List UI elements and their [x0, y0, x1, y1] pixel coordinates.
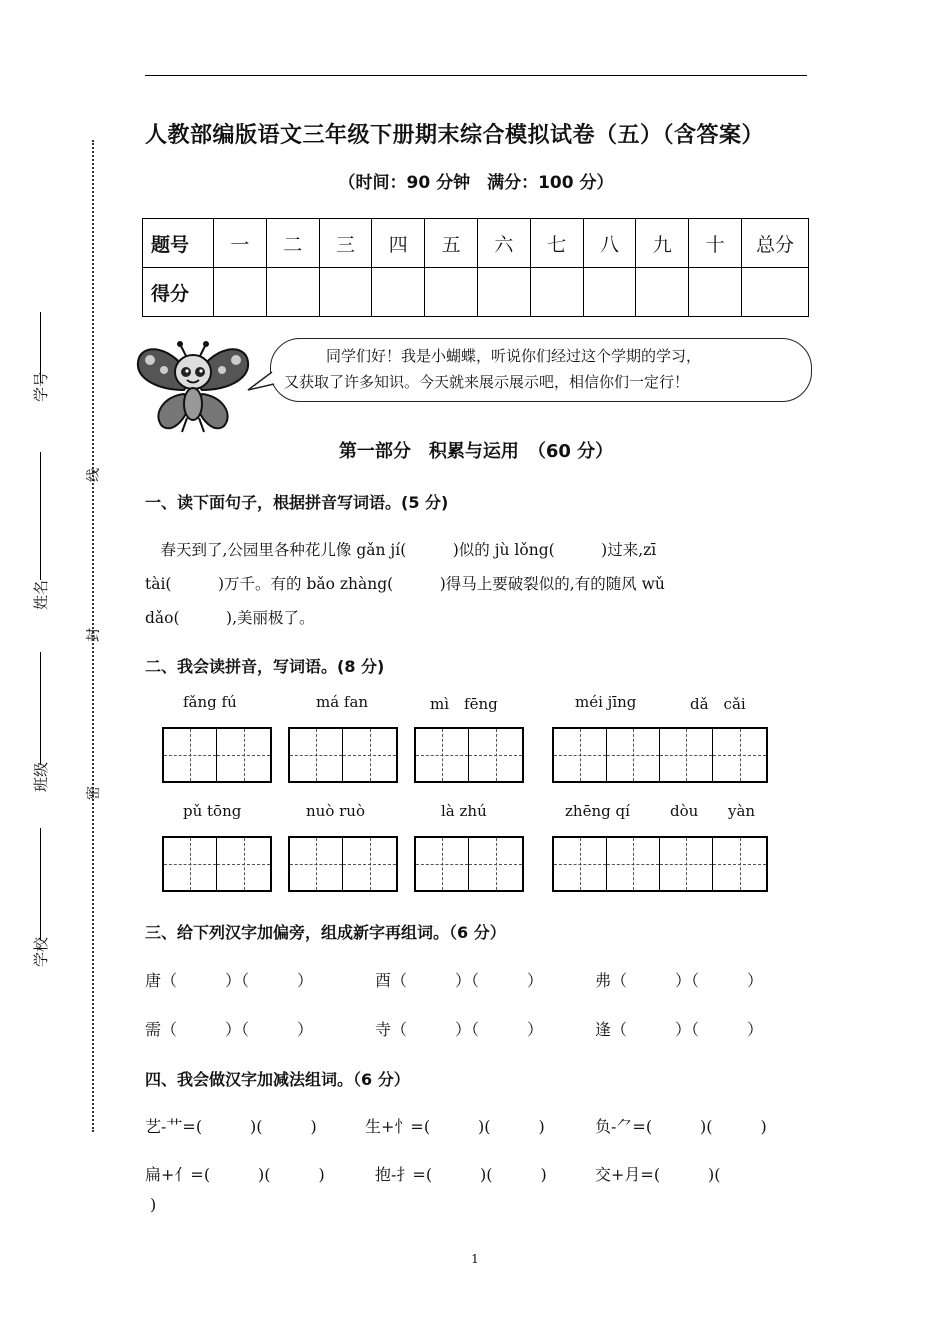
- arithmetic-item: 扁+亻=( )( ): [145, 1165, 325, 1184]
- arithmetic-item-tail: ): [150, 1195, 157, 1214]
- speech-bubble-text: [284, 343, 804, 395]
- pinyin-label: yàn: [728, 802, 756, 820]
- page-number: 1: [471, 1252, 479, 1266]
- score-label: 得分: [143, 268, 214, 317]
- pinyin-label: dòu: [670, 802, 699, 820]
- question-1-title: 一、读下面句子，根据拼音写词语。(5 分): [145, 493, 449, 512]
- pinyin-label: là zhú: [441, 802, 487, 820]
- question-1-line: tài( )万千。有的 bǎo zhàng( )得马上要破裂似的,有的随风 wǔ: [145, 575, 665, 593]
- page-title: 人教部编版语文三年级下册期末综合模拟试卷（五）（含答案）: [145, 123, 765, 148]
- question-2-title: 二、我会读拼音，写词语。(8 分): [145, 657, 385, 676]
- score-col-total: 总分: [742, 219, 809, 268]
- writing-grid[interactable]: [162, 727, 272, 783]
- score-cell[interactable]: [530, 268, 583, 317]
- writing-grid[interactable]: [288, 727, 398, 783]
- pinyin-label: nuò ruò: [306, 802, 365, 820]
- writing-grid[interactable]: [552, 727, 768, 783]
- pinyin-label: pǔ tōng: [183, 802, 242, 820]
- question-4-title: 四、我会做汉字加减法组词。（6 分）: [145, 1070, 410, 1089]
- header-rule: [145, 75, 807, 76]
- butterfly-mascot-icon: [134, 340, 252, 436]
- arithmetic-item: 负-⺈=( )( ): [595, 1117, 767, 1136]
- radical-item: 酉（ ）（ ）: [375, 971, 544, 990]
- score-col: 八: [583, 219, 636, 268]
- writing-grid[interactable]: [414, 836, 524, 892]
- score-cell[interactable]: [477, 268, 530, 317]
- radical-item: 逢（ ）（ ）: [595, 1020, 764, 1039]
- score-col: 四: [372, 219, 425, 268]
- arithmetic-item: 生+忄=( )( ): [365, 1117, 545, 1136]
- school-field[interactable]: [40, 828, 41, 940]
- score-col: 五: [425, 219, 478, 268]
- score-cell[interactable]: [266, 268, 319, 317]
- question-3-title: 三、给下列汉字加偏旁，组成新字再组词。（6 分）: [145, 923, 506, 942]
- writing-grid[interactable]: [414, 727, 524, 783]
- speech-line: 又获取了许多知识。今天就来展示展示吧，相信你们一定行！: [284, 373, 690, 391]
- score-cell-total[interactable]: [742, 268, 809, 317]
- pinyin-label: mì fēng: [430, 695, 498, 713]
- score-table: [142, 218, 809, 317]
- score-col: 十: [689, 219, 742, 268]
- part-title: 第一部分 积累与运用 （60 分）: [338, 441, 614, 462]
- score-cell[interactable]: [214, 268, 267, 317]
- radical-item: 弗（ ）（ ）: [595, 971, 764, 990]
- class-field[interactable]: [40, 652, 41, 764]
- score-col: 六: [477, 219, 530, 268]
- pinyin-label: dǎ cǎi: [690, 695, 746, 713]
- writing-grid[interactable]: [552, 836, 768, 892]
- writing-grid[interactable]: [162, 836, 272, 892]
- score-col: 二: [266, 219, 319, 268]
- score-cell[interactable]: [319, 268, 372, 317]
- writing-grid[interactable]: [288, 836, 398, 892]
- student-name-label: 姓名: [32, 579, 50, 610]
- exam-info: （时间：90 分钟 满分：100 分）: [338, 173, 614, 193]
- pinyin-label: zhēng qí: [565, 802, 630, 820]
- score-col: 三: [319, 219, 372, 268]
- score-cell[interactable]: [689, 268, 742, 317]
- score-cell[interactable]: [636, 268, 689, 317]
- speech-bubble-tail-icon: [246, 370, 276, 394]
- question-number-label: 题号: [143, 219, 214, 268]
- seal-mark-close: 密: [86, 786, 102, 800]
- seal-mark-line: 线: [86, 468, 102, 482]
- student-id-label: 学号: [32, 371, 50, 402]
- radical-item: 寺（ ）（ ）: [375, 1020, 544, 1039]
- score-table-header-row: [143, 219, 809, 268]
- pinyin-label: má fan: [316, 693, 369, 711]
- radical-item: 需（ ）（ ）: [145, 1020, 314, 1039]
- pinyin-label: méi jīng: [575, 693, 637, 711]
- score-col: 七: [530, 219, 583, 268]
- score-col: 一: [214, 219, 267, 268]
- score-cell[interactable]: [372, 268, 425, 317]
- question-1-line: dǎo( ),美丽极了。: [145, 609, 315, 627]
- score-cell[interactable]: [583, 268, 636, 317]
- arithmetic-item: 抱-扌=( )( ): [375, 1165, 547, 1184]
- score-col: 九: [636, 219, 689, 268]
- question-1-line: 春天到了,公园里各种花儿像 gǎn jí( )似的 jù lǒng( )过来,zī: [145, 541, 657, 559]
- score-table-score-row: [143, 268, 809, 317]
- score-cell[interactable]: [425, 268, 478, 317]
- student-id-field[interactable]: [40, 312, 41, 382]
- speech-line: 同学们好！我是小蝴蝶，听说你们经过这个学期的学习，: [326, 347, 702, 365]
- pinyin-label: fǎng fú: [183, 693, 237, 711]
- class-label: 班级: [32, 761, 50, 792]
- school-label: 学校: [32, 936, 50, 967]
- seal-mark-seal: 封: [86, 628, 102, 642]
- arithmetic-item: 艺-艹=( )( ): [145, 1117, 317, 1136]
- arithmetic-item: 交+月=( )(: [595, 1165, 721, 1184]
- student-name-field[interactable]: [40, 452, 41, 580]
- radical-item: 唐（ ）（ ）: [145, 971, 314, 990]
